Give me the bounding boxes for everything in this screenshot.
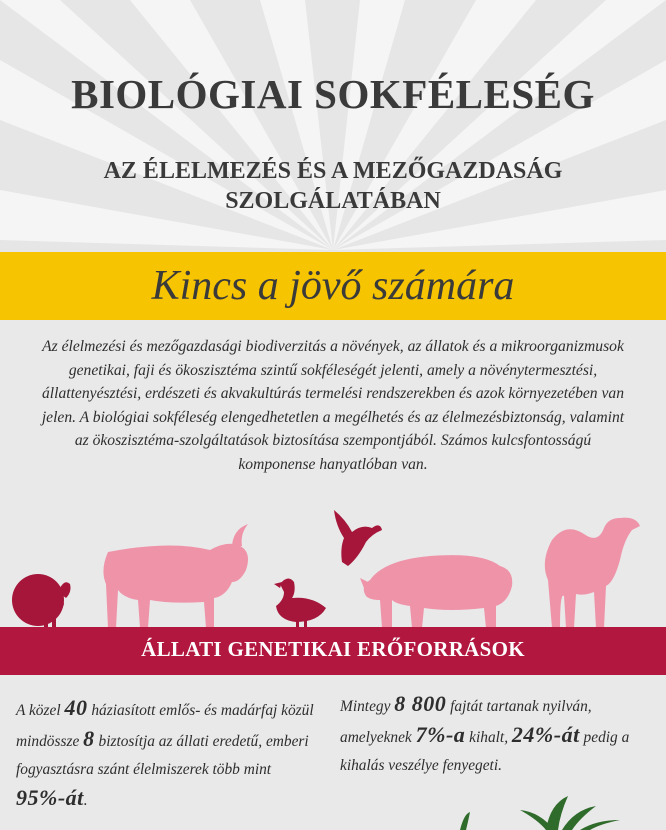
fact-left-number-1: 40 [64,695,88,720]
subtitle-line-1: AZ ÉLELMEZÉS ÉS A MEZŐGAZDASÁG [103,158,563,184]
fact-left-number-3: 95%-át [16,785,84,810]
fact-right [340,690,650,780]
banner-tagline: Kincs a jövő számára [151,263,515,309]
subtitle-line-2: SZOLGÁLATÁBAN [225,188,441,214]
intro-paragraph: Az élelmezési és mezőgazdasági biodiverzitás a növények, az állatok és a mikroorganizmusok genetikai, faji és ökoszisztéma szintű sokféleségét jelenti, amely a növénytermesztési, állattenyésztési, erdészeti és akvakultúrás termelési rendszerekben és azok környezetében van jelen. A biológiai sokféleség elengedhetetlen a megélhetés és az élelmezésbiztonság, valamint az ökoszisztéma-szolgáltatások biztosítása szempontjából. Számos kulcsfontosságú komponense hanyatlóban van. [41,338,625,473]
camel-icon [545,518,640,628]
fact-left [16,694,316,815]
fact-left-text-2: háziasított emlős- és madárfaj közül mindössze [16,702,314,750]
fact-right-number-3: 24%-át [511,722,580,747]
dove-icon [334,510,382,566]
yellow-banner [0,252,666,320]
plant-icon [450,790,666,830]
fact-right-text-4: pedig a kihalás veszélye fenyegeti. [340,729,630,774]
section-title: ÁLLATI GENETIKAI ERŐFORRÁSOK [141,637,525,661]
fact-left-text-4: . [83,792,88,809]
animal-silhouettes [0,500,666,630]
page-title: BIOLÓGIAI SOKFÉLESÉG [71,71,595,117]
fact-left-number-2: 8 [83,726,95,751]
fact-right-number-1: 8 800 [394,691,447,716]
turkey-icon [12,574,71,628]
header [0,0,666,252]
page-subtitle [0,156,666,216]
buffalo-icon [103,524,248,628]
section-bar [0,627,666,675]
fact-right-text-3: kihalt, [469,729,509,746]
fact-left-text-1: A közel [16,702,61,719]
fact-right-number-2: 7%-a [415,722,466,747]
duck-icon [274,578,326,628]
fact-right-text-2: fajtát tartanak nyilván, amelyeknek [340,698,592,746]
pig-icon [360,555,512,628]
fact-left-text-3: biztosítja az állati eredetű, emberi fogyasztásra szánt élelmiszerek több mint [16,733,309,778]
fact-right-text-1: Mintegy [340,698,391,715]
